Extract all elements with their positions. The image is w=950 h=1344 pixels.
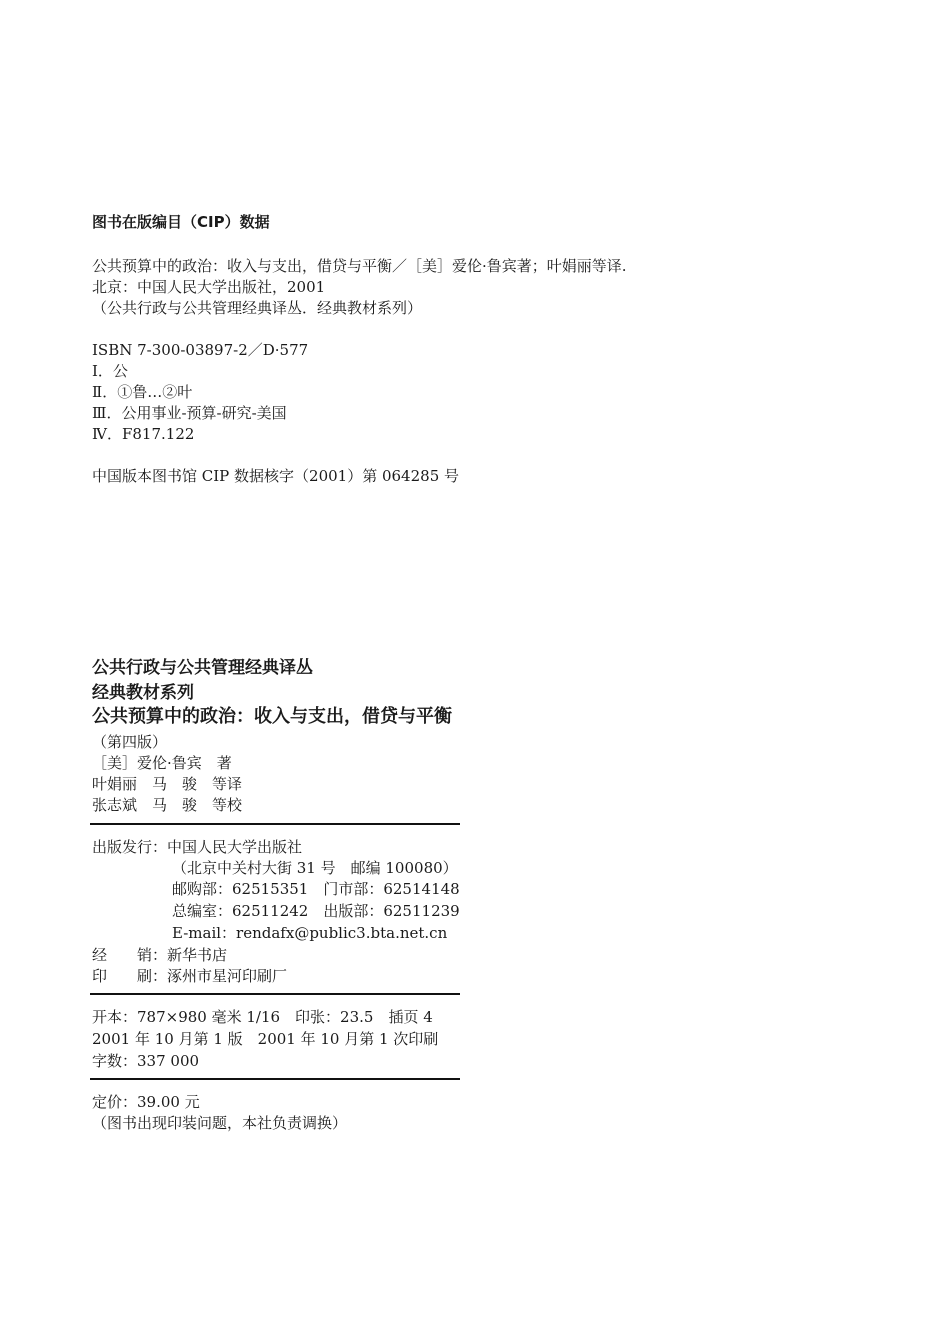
isbn: ISBN 7-300-03897-2／D·577: [92, 341, 309, 359]
divider-1: [90, 823, 460, 825]
series-subname: 经典教材系列: [92, 683, 194, 703]
distributor: 经 销：新华书店: [92, 946, 228, 964]
word-count: 字数：337 000: [92, 1052, 200, 1070]
publisher-address: （北京中关村大街 31 号 邮编 100080）: [172, 859, 458, 877]
edition-info: 2001 年 10 月第 1 版 2001 年 10 月第 1 次印刷: [92, 1030, 439, 1048]
publisher-email: E-mail：rendafx@public3.bta.net.cn: [172, 924, 448, 942]
cip-index-1: Ⅰ．公: [92, 362, 128, 380]
edition: （第四版）: [92, 733, 168, 751]
publisher-phones-1: 邮购部：62515351 门市部：62514148: [172, 880, 460, 898]
cip-line-1: 公共预算中的政治：收入与支出，借贷与平衡／［美］爱伦·鲁宾著；叶娟丽等译.: [92, 257, 627, 275]
cip-line-2: 北京：中国人民大学出版社，2001: [92, 278, 326, 296]
translators: 叶娟丽 马 骏 等译: [92, 775, 243, 793]
cip-index-3: Ⅲ．公用事业-预算-研究-美国: [92, 404, 287, 422]
publisher-phones-2: 总编室：62511242 出版部：62511239: [172, 902, 460, 920]
cip-heading: 图书在版编目（CIP）数据: [92, 213, 270, 231]
cip-index-4: Ⅳ．F817.122: [92, 425, 195, 443]
reviewers: 张志斌 马 骏 等校: [92, 796, 243, 814]
cip-index-2: Ⅱ．①鲁…②叶: [92, 383, 193, 401]
price: 定价：39.00 元: [92, 1093, 200, 1111]
price-note: （图书出现印装问题，本社负责调换）: [92, 1114, 348, 1132]
publisher-line: 出版发行：中国人民大学出版社: [92, 838, 303, 856]
format-info: 开本：787×980 毫米 1/16 印张：23.5 插页 4: [92, 1008, 433, 1026]
series-name: 公共行政与公共管理经典译丛: [92, 658, 313, 678]
author: ［美］爱伦·鲁宾 著: [92, 754, 232, 772]
cip-line-3: （公共行政与公共管理经典译丛．经典教材系列）: [92, 299, 423, 317]
book-title: 公共预算中的政治：收入与支出，借贷与平衡: [92, 706, 452, 727]
cip-record: 中国版本图书馆 CIP 数据核字（2001）第 064285 号: [92, 467, 460, 485]
divider-2: [90, 993, 460, 995]
divider-3: [90, 1078, 460, 1080]
printer: 印 刷：涿州市星河印刷厂: [92, 967, 288, 985]
